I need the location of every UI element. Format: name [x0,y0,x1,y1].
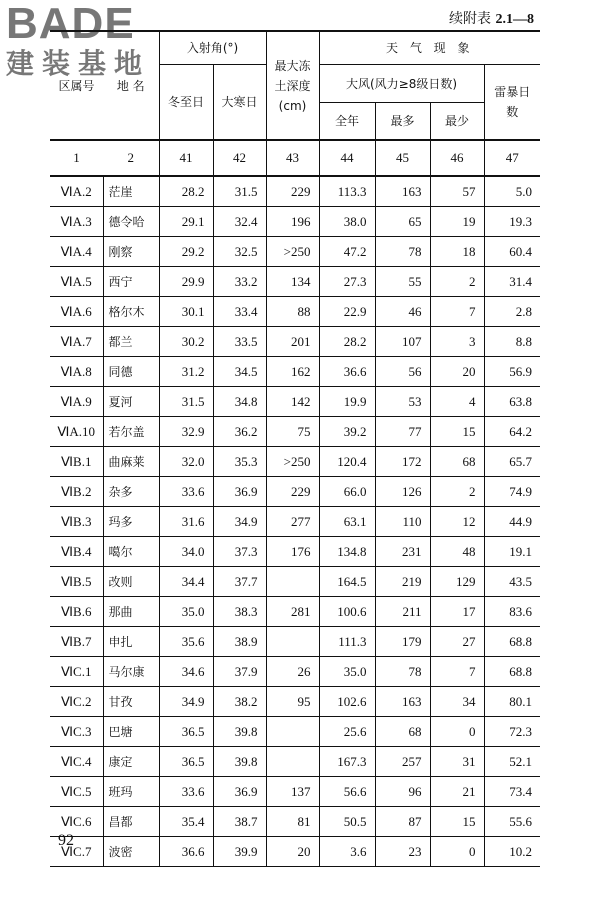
place-cell: 那曲 [103,597,159,627]
table-row [50,357,540,387]
value-cell: 68.8 [484,657,540,687]
value-cell: 77 [375,417,430,447]
district-cell: ⅥC.1 [50,657,103,687]
value-cell: 142 [266,387,319,417]
value-cell: 36.9 [213,777,266,807]
table-row [50,387,540,417]
value-cell: 28.2 [319,327,375,357]
place-cell: 班玛 [103,777,159,807]
value-cell: 4 [430,387,484,417]
value-cell: 3 [430,327,484,357]
value-cell: 46 [375,297,430,327]
value-cell: 281 [266,597,319,627]
value-cell: 35.0 [319,657,375,687]
value-cell: 35.3 [213,447,266,477]
district-cell: ⅥA.5 [50,267,103,297]
value-cell: 39.9 [213,837,266,867]
place-cell: 杂多 [103,477,159,507]
value-cell: 65 [375,207,430,237]
value-cell: 17 [430,597,484,627]
value-cell: 27.3 [319,267,375,297]
value-cell: 129 [430,567,484,597]
table-row [50,327,540,357]
place-cell: 茫崖 [103,176,159,207]
district-cell: ⅥB.6 [50,597,103,627]
table-row [50,747,540,777]
value-cell: 20 [430,357,484,387]
table-row [50,417,540,447]
value-cell: 30.2 [159,327,213,357]
value-cell: 96 [375,777,430,807]
district-cell: ⅥC.2 [50,687,103,717]
value-cell: 2.8 [484,297,540,327]
place-cell: 玛多 [103,507,159,537]
table-row [50,207,540,237]
value-cell [266,717,319,747]
district-cell: ⅥA.6 [50,297,103,327]
value-cell: 72.3 [484,717,540,747]
table-row [50,657,540,687]
value-cell: 78 [375,657,430,687]
value-cell: 134.8 [319,537,375,567]
column-number: 41 [159,140,213,176]
value-cell: 38.2 [213,687,266,717]
district-cell: ⅥB.1 [50,447,103,477]
value-cell: 19.3 [484,207,540,237]
value-cell: 56.6 [319,777,375,807]
value-cell: 5.0 [484,176,540,207]
value-cell: 38.0 [319,207,375,237]
district-cell: ⅥA.9 [50,387,103,417]
value-cell: 31.5 [213,176,266,207]
column-number: 44 [319,140,375,176]
value-cell: 29.2 [159,237,213,267]
value-cell: 83.6 [484,597,540,627]
table-row [50,537,540,567]
value-cell: 113.3 [319,176,375,207]
value-cell: 44.9 [484,507,540,537]
value-cell: 34.8 [213,387,266,417]
value-cell: 15 [430,807,484,837]
value-cell: 68 [375,717,430,747]
value-cell: 8.8 [484,327,540,357]
district-cell: ⅥA.10 [50,417,103,447]
value-cell: 27 [430,627,484,657]
value-cell: 31.6 [159,507,213,537]
value-cell: 3.6 [319,837,375,867]
value-cell: 2 [430,477,484,507]
value-cell: 33.6 [159,777,213,807]
value-cell: 47.2 [319,237,375,267]
header-weather: 天 气 现 象 [319,31,540,64]
value-cell: 68.8 [484,627,540,657]
district-cell: ⅥB.2 [50,477,103,507]
place-cell: 马尔康 [103,657,159,687]
value-cell: 15 [430,417,484,447]
value-cell: 37.7 [213,567,266,597]
column-number: 47 [484,140,540,176]
place-cell: 康定 [103,747,159,777]
value-cell: 2 [430,267,484,297]
value-cell: 211 [375,597,430,627]
value-cell: 32.4 [213,207,266,237]
column-number: 42 [213,140,266,176]
value-cell: 32.9 [159,417,213,447]
value-cell: 31.4 [484,267,540,297]
value-cell: 26 [266,657,319,687]
district-cell: ⅥA.4 [50,237,103,267]
district-cell: ⅥC.6 [50,807,103,837]
value-cell: 18 [430,237,484,267]
value-cell: 34 [430,687,484,717]
value-cell: 95 [266,687,319,717]
district-cell: ⅥC.5 [50,777,103,807]
place-cell: 德令哈 [103,207,159,237]
header-frost: 最大冻土深度(cm) [266,31,319,140]
value-cell: 20 [266,837,319,867]
district-cell: ⅥC.7 [50,837,103,867]
column-number: 45 [375,140,430,176]
value-cell: 22.9 [319,297,375,327]
value-cell: 87 [375,807,430,837]
value-cell: 50.5 [319,807,375,837]
table-row [50,176,540,207]
value-cell: 39.8 [213,717,266,747]
value-cell: >250 [266,237,319,267]
table-row [50,267,540,297]
value-cell: 52.1 [484,747,540,777]
page-number: 92 [58,832,74,849]
column-number: 2 [103,140,159,176]
place-cell: 波密 [103,837,159,867]
table-row [50,507,540,537]
value-cell: 57 [430,176,484,207]
value-cell: 64.2 [484,417,540,447]
district-cell: ⅥB.5 [50,567,103,597]
value-cell: 201 [266,327,319,357]
column-number-row [50,140,540,176]
value-cell: 10.2 [484,837,540,867]
value-cell: 36.6 [319,357,375,387]
value-cell: 231 [375,537,430,567]
value-cell: 229 [266,176,319,207]
value-cell: 34.9 [213,507,266,537]
value-cell: 55 [375,267,430,297]
value-cell: 36.5 [159,717,213,747]
value-cell: 12 [430,507,484,537]
value-cell: 110 [375,507,430,537]
table-row [50,567,540,597]
place-cell: 巴塘 [103,717,159,747]
value-cell: 32.0 [159,447,213,477]
value-cell: 34.9 [159,687,213,717]
value-cell: 23 [375,837,430,867]
value-cell: 73.4 [484,777,540,807]
header-incidence: 入射角(°) [159,31,266,64]
value-cell: 257 [375,747,430,777]
value-cell: 34.6 [159,657,213,687]
value-cell: 34.5 [213,357,266,387]
value-cell: 19.9 [319,387,375,417]
header-annual: 全年 [319,102,375,140]
place-cell: 若尔盖 [103,417,159,447]
value-cell: 35.6 [159,627,213,657]
value-cell: 56 [375,357,430,387]
place-cell: 甘孜 [103,687,159,717]
place-cell: 都兰 [103,327,159,357]
value-cell: 126 [375,477,430,507]
column-number: 1 [50,140,103,176]
value-cell [266,627,319,657]
district-cell: ⅥB.4 [50,537,103,567]
value-cell: 63.1 [319,507,375,537]
table-row [50,717,540,747]
value-cell: 31.2 [159,357,213,387]
value-cell: 219 [375,567,430,597]
district-cell: ⅥB.3 [50,507,103,537]
district-cell: ⅥA.3 [50,207,103,237]
value-cell: 55.6 [484,807,540,837]
value-cell: 68 [430,447,484,477]
value-cell: 81 [266,807,319,837]
place-cell: 昌都 [103,807,159,837]
table-row [50,687,540,717]
value-cell: 35.4 [159,807,213,837]
value-cell: 107 [375,327,430,357]
table-caption [449,8,534,28]
table-row [50,627,540,657]
place-cell: 刚察 [103,237,159,267]
value-cell: 19 [430,207,484,237]
place-cell: 格尔木 [103,297,159,327]
value-cell: 39.2 [319,417,375,447]
value-cell: 176 [266,537,319,567]
table-row [50,447,540,477]
header-thunder: 雷暴日数 [484,64,540,140]
value-cell: 33.6 [159,477,213,507]
header-coldest: 大寒日 [213,64,266,140]
value-cell: 36.5 [159,747,213,777]
value-cell: 38.7 [213,807,266,837]
place-cell: 曲麻莱 [103,447,159,477]
value-cell: 65.7 [484,447,540,477]
table-body [50,176,540,867]
value-cell: 60.4 [484,237,540,267]
header-gale: 大风(风力≥8级日数) [319,64,484,102]
value-cell: 162 [266,357,319,387]
table-row [50,837,540,867]
value-cell: 19.1 [484,537,540,567]
value-cell: 39.8 [213,747,266,777]
value-cell: 179 [375,627,430,657]
value-cell: 164.5 [319,567,375,597]
table-row [50,297,540,327]
value-cell: 74.9 [484,477,540,507]
value-cell: 134 [266,267,319,297]
header-most: 最多 [375,102,430,140]
district-cell: ⅥA.7 [50,327,103,357]
value-cell: 32.5 [213,237,266,267]
value-cell: 31 [430,747,484,777]
value-cell: 66.0 [319,477,375,507]
value-cell: 111.3 [319,627,375,657]
value-cell: 48 [430,537,484,567]
place-cell: 申扎 [103,627,159,657]
value-cell: 37.3 [213,537,266,567]
value-cell: 31.5 [159,387,213,417]
table-row [50,777,540,807]
value-cell: >250 [266,447,319,477]
value-cell: 75 [266,417,319,447]
table-row [50,237,540,267]
place-cell: 改则 [103,567,159,597]
value-cell: 80.1 [484,687,540,717]
value-cell: 137 [266,777,319,807]
value-cell: 78 [375,237,430,267]
column-number: 43 [266,140,319,176]
district-cell: ⅥC.3 [50,717,103,747]
place-cell: 夏河 [103,387,159,417]
value-cell: 29.9 [159,267,213,297]
district-cell: ⅥA.8 [50,357,103,387]
value-cell: 33.5 [213,327,266,357]
value-cell: 7 [430,657,484,687]
value-cell [266,747,319,777]
value-cell: 28.2 [159,176,213,207]
value-cell: 53 [375,387,430,417]
value-cell: 63.8 [484,387,540,417]
value-cell: 163 [375,176,430,207]
value-cell: 38.9 [213,627,266,657]
value-cell: 34.4 [159,567,213,597]
watermark-word: BADE [6,0,135,48]
value-cell: 167.3 [319,747,375,777]
district-cell: ⅥC.4 [50,747,103,777]
value-cell: 30.1 [159,297,213,327]
place-cell: 西宁 [103,267,159,297]
table-row [50,807,540,837]
value-cell: 0 [430,837,484,867]
value-cell: 36.2 [213,417,266,447]
district-cell: ⅥA.2 [50,176,103,207]
table-row [50,597,540,627]
value-cell: 56.9 [484,357,540,387]
value-cell: 36.9 [213,477,266,507]
place-cell: 同德 [103,357,159,387]
caption-prefix: 续附表 [449,11,492,27]
value-cell: 33.2 [213,267,266,297]
value-cell: 35.0 [159,597,213,627]
value-cell: 36.6 [159,837,213,867]
value-cell: 7 [430,297,484,327]
value-cell: 0 [430,717,484,747]
value-cell: 43.5 [484,567,540,597]
place-cell: 噶尔 [103,537,159,567]
value-cell: 88 [266,297,319,327]
climate-table [50,30,540,867]
value-cell: 21 [430,777,484,807]
value-cell: 120.4 [319,447,375,477]
value-cell: 29.1 [159,207,213,237]
header-least: 最少 [430,102,484,140]
value-cell: 163 [375,687,430,717]
caption-number: 2.1—8 [495,12,534,27]
table-row [50,477,540,507]
value-cell: 277 [266,507,319,537]
header-winter: 冬至日 [159,64,213,140]
value-cell: 229 [266,477,319,507]
value-cell: 102.6 [319,687,375,717]
value-cell: 196 [266,207,319,237]
header-place: 地 名 [103,31,159,140]
value-cell: 25.6 [319,717,375,747]
value-cell: 37.9 [213,657,266,687]
value-cell: 172 [375,447,430,477]
header-district: 区属号 [50,31,103,140]
column-number: 46 [430,140,484,176]
value-cell: 33.4 [213,297,266,327]
value-cell: 38.3 [213,597,266,627]
watermark-subtitle: 建装基地 [6,47,151,80]
value-cell: 34.0 [159,537,213,567]
value-cell: 100.6 [319,597,375,627]
value-cell [266,567,319,597]
district-cell: ⅥB.7 [50,627,103,657]
